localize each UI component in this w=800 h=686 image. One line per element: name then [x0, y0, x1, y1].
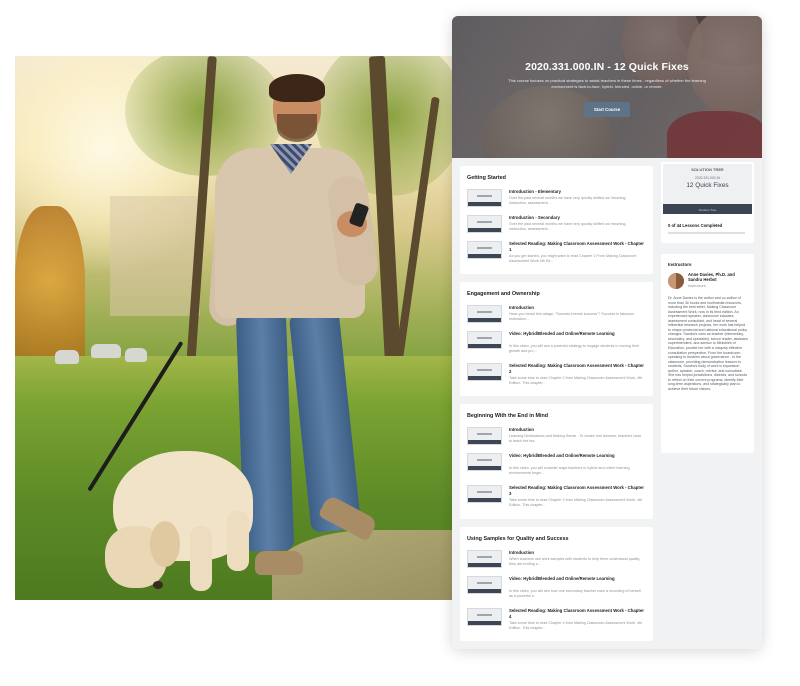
lesson-thumbnail	[467, 363, 502, 381]
dog-ear	[150, 521, 180, 567]
lesson-thumbnail	[467, 550, 502, 568]
dog-leg	[227, 511, 249, 571]
lesson-title: Selected Reading: Making Classroom Assessment Work - Chapter 2	[509, 363, 644, 374]
lesson-item[interactable]	[467, 330, 647, 356]
man-left-shoe	[255, 551, 303, 575]
start-course-button[interactable]: Start Course	[584, 102, 630, 117]
section-title: Beginning With the End in Mind	[467, 413, 549, 419]
lesson-thumbnail	[467, 305, 502, 323]
course-description: This course focuses on practical strategies to assist teachers in these times - regardless of whether the learning environment is face-to-face, hybrid, blended, online, or remote.	[508, 78, 706, 89]
cover-course-title: 12 Quick Fixes	[686, 182, 729, 189]
lesson-description: Over the past several months we have very quickly shifted our teaching, instruction, assessment...	[509, 196, 627, 205]
lesson-title: Introduction	[509, 550, 535, 555]
course-progress-panel	[661, 162, 754, 243]
lesson-thumbnail	[467, 427, 502, 445]
cover-course-code: 2020.331.000.IN	[694, 176, 721, 180]
lesson-description: In this video, you will consider ways teachers in hybrid and online learning environments begin...	[509, 466, 630, 475]
section-using-samples-for-quality-and-success	[460, 527, 653, 641]
lesson-description: Take some time to read Chapter 4 from Making Classroom Assessment Work, 4th Edition. This chapter...	[509, 621, 643, 630]
lesson-description: As you get started, you might want to read Chapter 1 From Making Classroom Assessment Work 4th Ed...	[509, 254, 637, 263]
lesson-thumbnail	[467, 189, 502, 207]
instructors-heading: Instructors	[668, 262, 692, 267]
publisher-logo: SOLUTION TREE	[691, 167, 724, 172]
lesson-description: In this video, you will see how one secondary teacher uses a recording of herself as a powerful e...	[509, 589, 641, 598]
lesson-title: Selected Reading: Making Classroom Assessment Work - Chapter 3	[509, 485, 644, 496]
lesson-item[interactable]	[467, 426, 647, 452]
lesson-title: Selected Reading: Making Classroom Assessment Work - Chapter 1	[509, 241, 644, 252]
section-title: Using Samples for Quality and Success	[467, 536, 569, 542]
instructor-avatar	[668, 273, 684, 289]
lesson-title: Video: Hybrid/Blended and Online/Remote Learning	[509, 453, 615, 458]
lesson-item[interactable]	[467, 304, 647, 330]
parked-car	[55, 350, 79, 364]
section-engagement-and-ownership	[460, 282, 653, 396]
lesson-thumbnail	[467, 576, 502, 594]
man-beard	[277, 114, 317, 142]
lesson-title: Selected Reading: Making Classroom Assessment Work - Chapter 4	[509, 608, 644, 619]
dog-nose	[153, 581, 163, 589]
lesson-title: Video: Hybrid/Blended and Online/Remote Learning	[509, 331, 615, 336]
lesson-title: Introduction - Secondary	[509, 215, 560, 220]
parked-car	[125, 348, 147, 362]
lesson-description: Have you heard this adage, "Success breeds success"? Success is fabulous motivation...	[509, 312, 634, 321]
lesson-item[interactable]	[467, 575, 647, 601]
lesson-thumbnail	[467, 241, 502, 259]
lesson-item[interactable]	[467, 188, 647, 214]
lesson-item[interactable]	[467, 549, 647, 575]
cover-band-text: Solution Tree	[698, 208, 717, 212]
hero-photo-man-walking-dog	[15, 56, 452, 600]
lesson-title: Introduction	[509, 427, 535, 432]
lesson-description: Take some time to read Chapter 3 from Making Classroom Assessment Work, 4th Edition. This chapter...	[509, 498, 643, 507]
lesson-item[interactable]	[467, 484, 647, 510]
lesson-description: Take some time to read Chapter 2 from Making Classroom Assessment Work, 4th Edition. This chapter...	[509, 376, 643, 385]
lesson-item[interactable]	[467, 362, 647, 388]
lesson-thumbnail	[467, 608, 502, 626]
instructor-role: Instructors	[688, 284, 706, 288]
lesson-description: Over the past several months we have very quickly shifted our teaching, instruction, assessment...	[509, 222, 627, 231]
section-beginning-with-the-end-in-mind	[460, 404, 653, 519]
lessons-completed-text: 0 of 44 Lessons Completed	[668, 223, 723, 228]
instructor-names: Anne Davies, Ph.D. and Sandra Herbst	[688, 272, 735, 283]
lesson-item[interactable]	[467, 214, 647, 240]
parked-car	[91, 344, 121, 358]
lesson-thumbnail	[467, 485, 502, 503]
instructors-panel	[661, 254, 754, 453]
section-title: Getting Started	[467, 175, 506, 181]
lesson-title: Introduction - Elementary	[509, 189, 562, 194]
man-hair	[269, 74, 325, 102]
lesson-title: Video: Hybrid/Blended and Online/Remote Learning	[509, 576, 615, 581]
course-header	[452, 16, 762, 158]
course-card	[452, 16, 762, 649]
course-title: 2020.331.000.IN - 12 Quick Fixes	[525, 61, 689, 73]
lesson-thumbnail	[467, 331, 502, 349]
section-getting-started	[460, 166, 653, 274]
progress-bar	[668, 232, 745, 234]
lesson-thumbnail	[467, 215, 502, 233]
lesson-description: When teachers use work samples with students to help them understand quality, they are inviting s...	[509, 557, 641, 566]
lesson-title: Introduction	[509, 305, 535, 310]
lesson-thumbnail	[467, 453, 502, 471]
lesson-item[interactable]	[467, 240, 647, 266]
lesson-item[interactable]	[467, 452, 647, 478]
lesson-description: Learning Destinations and Making Sense - To create real learners, teachers have to teach the lea...	[509, 434, 642, 443]
instructor-bio: Dr. Anne Davies is the author and co-author of more than 30 books and multimedia resources, including the best seller, Making Classroom Assessment Work, now in its third edition. An experienced speaker, classroom educator, assessment consultant, and head of several influential research projects, her work has helped to shape provincial and national educational policy changes. Sandra's roles as teacher (elementary, secondary, and specialist), school leader, assistant superintendent, and advisor to Ministries of Education, provide her with a uniquely effective consultation perspective. From the boardroom - speaking to trustees about governance - to the classroom, providing demonstration lessons to students, Sandra's body of work is expansive: author, speaker, coach, mentor, and consultant. She has helped jurisdictions, districts, and schools to reflect on their current programs, identify their long-term aspirations, and strategically plan to achieve their future visions.	[668, 296, 748, 391]
lesson-item[interactable]	[467, 607, 647, 633]
background-building	[110, 196, 200, 316]
lesson-description: In this video, you will see a powerful strategy to engage students in owning their growth and pro...	[509, 344, 640, 353]
dog-leg	[190, 526, 212, 591]
course-cover-image	[663, 164, 752, 214]
section-title: Engagement and Ownership	[467, 291, 540, 297]
